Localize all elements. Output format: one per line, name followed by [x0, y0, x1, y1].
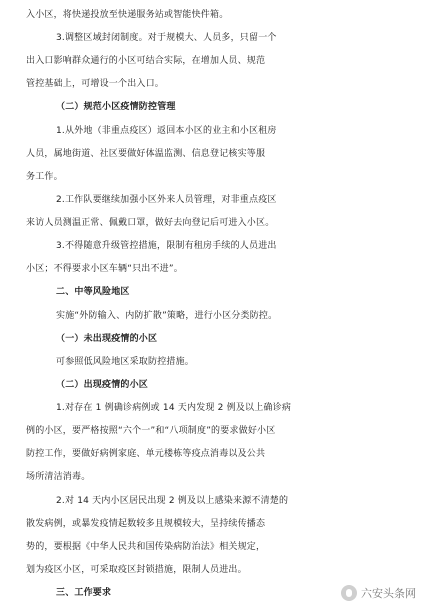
section-heading: （二）出现疫情的小区: [56, 380, 149, 390]
text-line: 2.对 14 天内小区居民出现 2 例及以上感染来源不清楚的: [56, 496, 289, 506]
text-line: 入小区，将快递投放至快递服务站或智能快件箱。: [26, 10, 229, 20]
text-line: 防控工作，要做好病例家庭、单元楼栋等疫点消毒以及公共: [26, 449, 266, 459]
text-line: 可参照低风险地区采取防控措施。: [56, 357, 195, 367]
text-line: 例的小区，要严格按照“六个一”和“八项制度”的要求做好小区: [26, 426, 276, 436]
text-line: 实施“外防输入、内防扩散”策略，进行小区分类防控。: [56, 311, 278, 321]
text-line: 人员，属地街道、社区要做好体温监测、信息登记核实等服: [26, 149, 266, 159]
text-line: 3.不得随意升级管控措施，限制有租房手续的人员进出: [56, 241, 277, 251]
watermark: [341, 583, 416, 603]
watermark-text: 六安头条网: [361, 587, 416, 600]
text-line: 2.工作队要继续加强小区外来人员管理，对非重点疫区: [56, 195, 277, 205]
text-line: 小区；不得要求小区车辆“只出不进”。: [26, 264, 183, 274]
text-line: 1.从外地（非重点疫区）返回本小区的业主和小区租房: [56, 126, 277, 136]
text-line: 1.对存在 1 例确诊病例或 14 天内发现 2 例及以上确诊病: [56, 403, 292, 413]
text-line: 3.调整区域封闭制度。对于规模大、人员多，只留一个: [56, 33, 277, 43]
text-line: 划为疫区小区，可采取疫区封锁措施，限制人员进出。: [26, 565, 247, 575]
section-heading: 二、中等风险地区: [56, 287, 130, 297]
text-line: 务工作。: [26, 172, 63, 182]
text-line: 势的，要根据《中华人民共和国传染病防治法》相关规定，: [26, 542, 266, 552]
text-line: 散发病例，或暴发疫情起数较多且规模较大，呈持续传播态: [26, 519, 266, 529]
section-heading: 三、工作要求: [56, 588, 112, 598]
text-line: 管控基础上，可增设一个出入口。: [26, 79, 165, 89]
chat-bubble-icon: [341, 585, 357, 601]
section-heading: （二）规范小区疫情防控管理: [56, 102, 176, 112]
text-line: 场所清洁消毒。: [26, 472, 91, 482]
text-line: 出入口影响群众通行的小区可结合实际，在增加人员、规范: [26, 56, 266, 66]
text-line: 来访人员测温正常、佩戴口罩，做好去向登记后可进入小区。: [26, 218, 275, 228]
section-heading: （一）未出现疫情的小区: [56, 334, 158, 344]
